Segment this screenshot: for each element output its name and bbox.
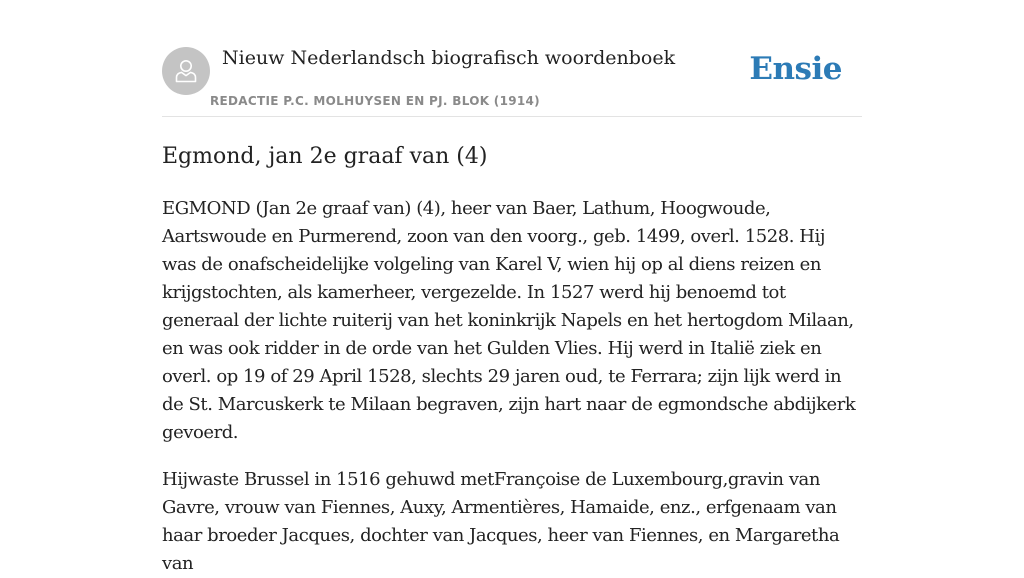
source-avatar (162, 47, 210, 95)
entry-paragraph-1: EGMOND (Jan 2e graaf van) (4), heer van Baer, Lathum, Hoogwoude, Aartswoude en Purmerend, zoon van den voorg., geb. 1499, overl. 1528. Hij was de onafscheidelijke volgeling van Karel V, wien hij op al diens reizen en krijgstochten, als kamerheer, vergezelde. In 1527 werd hij benoemd tot generaal der lichte ruiterij van het koninkrijk Napels en het hertogdom Milaan, en was ook ridder in de orde van het Gulden Vlies. Hij werd in Italië ziek en overl. op 19 of 29 April 1528, slechts 29 jaren oud, te Ferrara; zijn lijk werd in de St. Marcuskerk te Milaan begraven, zijn hart naar de egmondsche abdijkerk gevoerd. (162, 198, 856, 443)
page-content (162, 0, 862, 578)
book-title-link[interactable]: Nieuw Nederlandsch biografisch woordenboek (222, 47, 676, 69)
user-silhouette-icon (171, 56, 201, 86)
entry-paragraph-2: Hijwaste Brussel in 1516 gehuwd metFrançoise de Luxembourg,gravin van Gavre, vrouw van Fiennes, Auxy, Armentières, Hamaide, enz., erfgenaam van haar broeder Jacques, dochter van Jacques, heer van Fiennes, en Margaretha van (162, 469, 840, 574)
editors-label: REDACTIE P.C. MOLHUYSEN EN PJ. BLOK (1914) (210, 94, 540, 108)
entry-title: Egmond, jan 2e graaf van (4) (162, 144, 488, 169)
ensie-logo[interactable]: Ensie (749, 51, 842, 87)
source-header (162, 0, 862, 117)
